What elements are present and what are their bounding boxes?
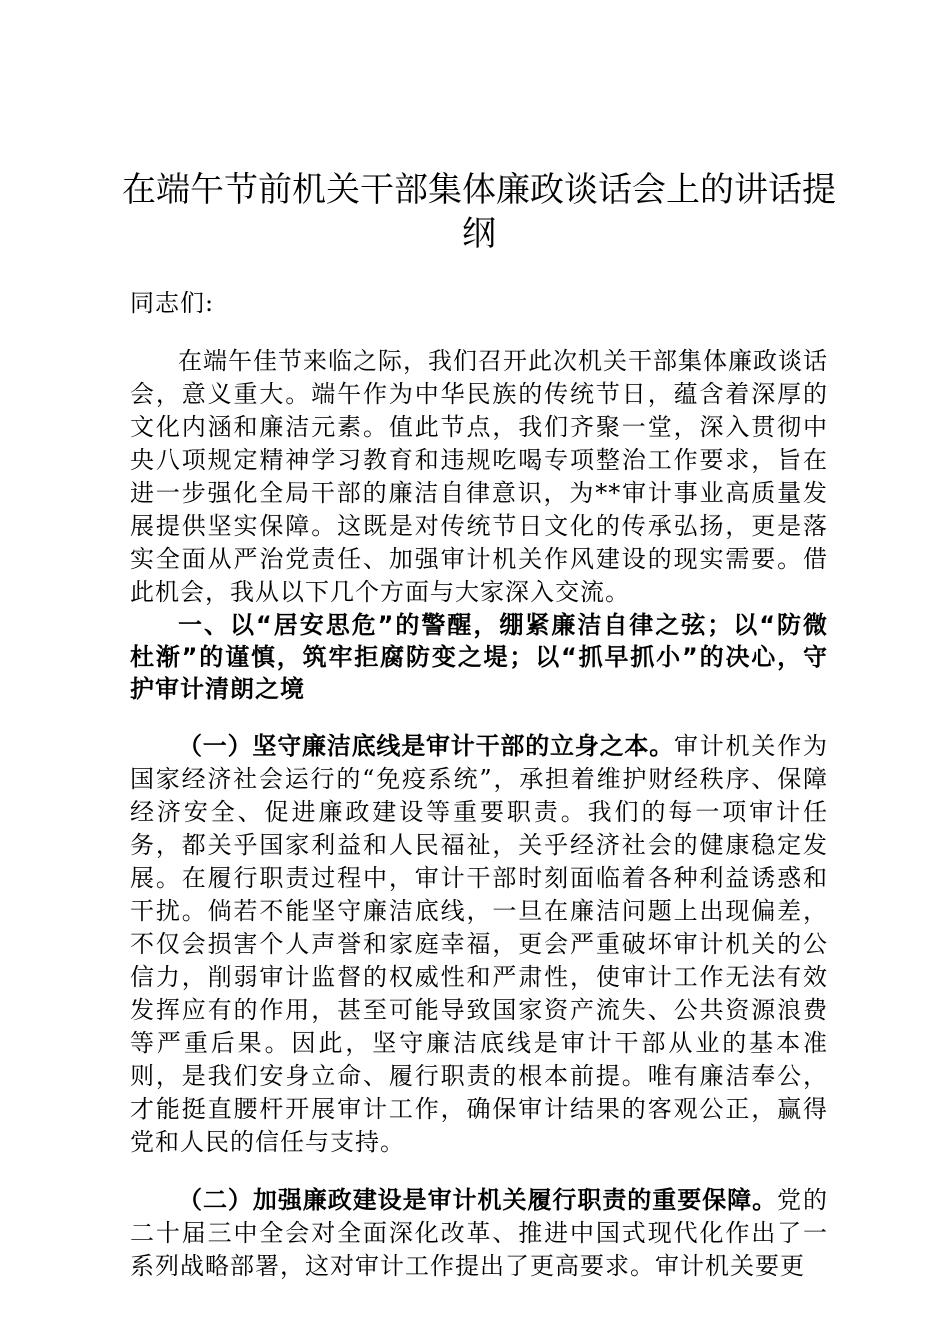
salutation: 同志们:: [130, 289, 215, 317]
subsection-body-1: 审计机关作为国家经济社会运行的“免疫系统”，承担着维护财经秩序、保障经济安全、促进廉政建设等重要职责。我们的每一项审计任务，都关乎国家利益和人民福祉，关乎经济社会的健康稳定发展。在履行职责过程中，审计干部时刻面临着各种利益诱惑和干扰。倘若不能坚守廉洁底线，一旦在廉洁问题上出现偏差，不仅会损害个人声誉和家庭幸福，更会严重破坏审计机关的公信力，削弱审计监督的权威性和严肃性，使审计工作无法有效发挥应有的作用，甚至可能导致国家资产流失、公共资源浪费等严重后果。因此，坚守廉洁底线是审计干部从业的基本准则，是我们安身立命、履行职责的根本前提。唯有廉洁奉公，才能挺直腰杆开展审计工作，确保审计结果的客观公正，赢得党和人民的信任与支持。: [130, 732, 828, 1156]
document-title: 在端午节前机关干部集体廉政谈话会上的讲话提纲: [122, 170, 836, 254]
section-heading-1: 一、以“居安思危”的警醒，绷紧廉洁自律之弦；以“防微杜渐”的谨慎，筑牢拒腐防变之堤；以“抓早抓小”的决心，守护审计清朗之境: [130, 611, 828, 703]
subsection-lead-2: （二）加强廉政建设是审计机关履行职责的重要保障。: [178, 1186, 778, 1214]
document-body: [122, 168, 836, 1283]
subsection-body-2: 党的二十届三中全会对全面深化改革、推进中国式现代化作出了一系列战略部署，这对审计工作提出了更高要求。审计机关要更: [130, 1186, 829, 1280]
subsection-paragraph-2: [130, 1184, 828, 1283]
intro-paragraph: 在端午佳节来临之际，我们召开此次机关干部集体廉政谈话会，意义重大。端午作为中华民族的传统节日，蕴含着深厚的文化内涵和廉洁元素。值此节点，我们齐聚一堂，深入贯彻中央八项规定精神学习教育和违规吃喝专项整治工作要求，旨在进一步强化全局干部的廉洁自律意识，为**审计事业高质量发展提供坚实保障。这既是对传统节日文化的传承弘扬，更是落实全面从严治党责任、加强审计机关作风建设的现实需要。借此机会，我从以下几个方面与大家深入交流。: [130, 347, 828, 606]
subsection-paragraph-1: [130, 730, 828, 1159]
subsection-lead-1: （一）坚守廉洁底线是审计干部的立身之本。: [178, 732, 674, 760]
